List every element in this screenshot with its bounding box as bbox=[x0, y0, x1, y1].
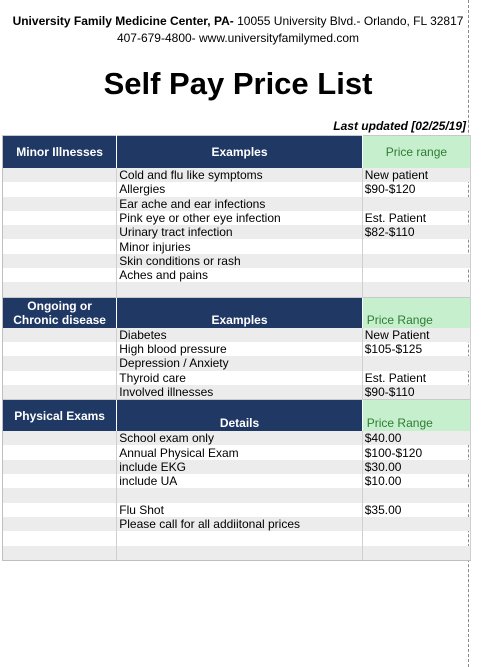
service-item bbox=[117, 488, 363, 502]
service-price: $30.00 bbox=[362, 460, 470, 474]
price-row bbox=[3, 282, 471, 297]
service-price: Est. Patient bbox=[362, 371, 470, 385]
price-row bbox=[3, 371, 471, 385]
category-spacer-cell bbox=[3, 531, 117, 545]
service-price bbox=[362, 268, 470, 282]
service-price bbox=[362, 546, 470, 561]
service-item: Please call for all addiitonal prices bbox=[117, 517, 363, 531]
price-row bbox=[3, 474, 471, 488]
price-table-body bbox=[3, 136, 471, 561]
category-spacer-cell bbox=[3, 488, 117, 502]
service-price: $10.00 bbox=[362, 474, 470, 488]
category-spacer-cell bbox=[3, 328, 117, 342]
section-header-row bbox=[3, 136, 471, 169]
service-price: $35.00 bbox=[362, 503, 470, 517]
section-category-label: Physical Exams bbox=[3, 400, 117, 432]
section-column-header: Details bbox=[117, 400, 363, 432]
category-spacer-cell bbox=[3, 546, 117, 561]
service-price bbox=[362, 254, 470, 268]
price-row bbox=[3, 168, 471, 182]
service-price: New patient bbox=[362, 168, 470, 182]
service-price bbox=[362, 356, 470, 370]
category-spacer-cell bbox=[3, 342, 117, 356]
category-spacer-cell bbox=[3, 168, 117, 182]
last-updated-note: Last updated [02/25/19] bbox=[333, 119, 466, 133]
category-spacer-cell bbox=[3, 268, 117, 282]
category-spacer-cell bbox=[3, 197, 117, 211]
category-spacer-cell bbox=[3, 503, 117, 517]
service-price: $90-$110 bbox=[362, 385, 470, 400]
price-range-header: Price Range bbox=[362, 297, 470, 328]
clinic-contact: 407-679-4800- www.universityfamilymed.com bbox=[116, 31, 360, 45]
clinic-name: University Family Medicine Center, PA- bbox=[12, 14, 234, 28]
category-spacer-cell bbox=[3, 282, 117, 297]
section-header-row bbox=[3, 297, 471, 328]
category-spacer-cell bbox=[3, 211, 117, 225]
price-range-header: Price Range bbox=[362, 400, 470, 432]
price-row bbox=[3, 531, 471, 545]
category-spacer-cell bbox=[3, 225, 117, 239]
category-spacer-cell bbox=[3, 460, 117, 474]
price-row bbox=[3, 197, 471, 211]
price-row bbox=[3, 445, 471, 459]
price-row bbox=[3, 342, 471, 356]
price-row bbox=[3, 488, 471, 502]
service-item: School exam only bbox=[117, 431, 363, 445]
service-price: $100-$120 bbox=[362, 445, 470, 459]
price-row bbox=[3, 385, 471, 400]
service-item bbox=[117, 531, 363, 545]
price-row bbox=[3, 431, 471, 445]
section-category-label: Ongoing or Chronic disease bbox=[3, 297, 117, 328]
service-item: Diabetes bbox=[117, 328, 363, 342]
price-row bbox=[3, 225, 471, 239]
category-spacer-cell bbox=[3, 431, 117, 445]
service-price bbox=[362, 239, 470, 253]
price-row bbox=[3, 211, 471, 225]
service-item: Pink eye or other eye infection bbox=[117, 211, 363, 225]
price-row bbox=[3, 182, 471, 196]
service-price: $82-$110 bbox=[362, 225, 470, 239]
category-spacer-cell bbox=[3, 371, 117, 385]
category-spacer-cell bbox=[3, 239, 117, 253]
service-item: Thyroid care bbox=[117, 371, 363, 385]
service-item: Annual Physical Exam bbox=[117, 445, 363, 459]
section-header-row bbox=[3, 400, 471, 432]
price-row bbox=[3, 503, 471, 517]
service-price bbox=[362, 517, 470, 531]
price-table bbox=[2, 135, 471, 561]
category-spacer-cell bbox=[3, 254, 117, 268]
clinic-address: 10055 University Blvd.- Orlando, FL 32817 bbox=[237, 14, 464, 28]
service-price bbox=[362, 531, 470, 545]
service-item: include EKG bbox=[117, 460, 363, 474]
category-spacer-cell bbox=[3, 517, 117, 531]
section-category-label: Minor Illnesses bbox=[3, 136, 117, 169]
price-row bbox=[3, 268, 471, 282]
category-spacer-cell bbox=[3, 356, 117, 370]
service-item: Skin conditions or rash bbox=[117, 254, 363, 268]
price-row bbox=[3, 239, 471, 253]
service-item: Cold and flu like symptoms bbox=[117, 168, 363, 182]
service-item: Aches and pains bbox=[117, 268, 363, 282]
section-column-header: Examples bbox=[117, 297, 363, 328]
service-item: Depression / Anxiety bbox=[117, 356, 363, 370]
service-item bbox=[117, 546, 363, 561]
price-row bbox=[3, 460, 471, 474]
page-title: Self Pay Price List bbox=[103, 66, 373, 101]
service-price: $90-$120 bbox=[362, 182, 470, 196]
price-range-header: Price range bbox=[362, 136, 470, 169]
price-row bbox=[3, 517, 471, 531]
price-row bbox=[3, 356, 471, 370]
service-price bbox=[362, 282, 470, 297]
price-row bbox=[3, 254, 471, 268]
category-spacer-cell bbox=[3, 385, 117, 400]
category-spacer-cell bbox=[3, 445, 117, 459]
service-price: $105-$125 bbox=[362, 342, 470, 356]
service-price bbox=[362, 197, 470, 211]
price-row bbox=[3, 546, 471, 561]
service-item: Minor injuries bbox=[117, 239, 363, 253]
price-row bbox=[3, 328, 471, 342]
service-item: Allergies bbox=[117, 182, 363, 196]
section-column-header: Examples bbox=[117, 136, 363, 169]
service-item bbox=[117, 282, 363, 297]
service-price bbox=[362, 488, 470, 502]
service-item: Ear ache and ear infections bbox=[117, 197, 363, 211]
category-spacer-cell bbox=[3, 474, 117, 488]
service-price: New Patient bbox=[362, 328, 470, 342]
category-spacer-cell bbox=[3, 182, 117, 196]
clinic-header bbox=[0, 14, 476, 28]
service-price: Est. Patient bbox=[362, 211, 470, 225]
service-item: High blood pressure bbox=[117, 342, 363, 356]
service-item: include UA bbox=[117, 474, 363, 488]
service-item: Flu Shot bbox=[117, 503, 363, 517]
service-item: Involved illnesses bbox=[117, 385, 363, 400]
service-price: $40.00 bbox=[362, 431, 470, 445]
service-item: Urinary tract infection bbox=[117, 225, 363, 239]
